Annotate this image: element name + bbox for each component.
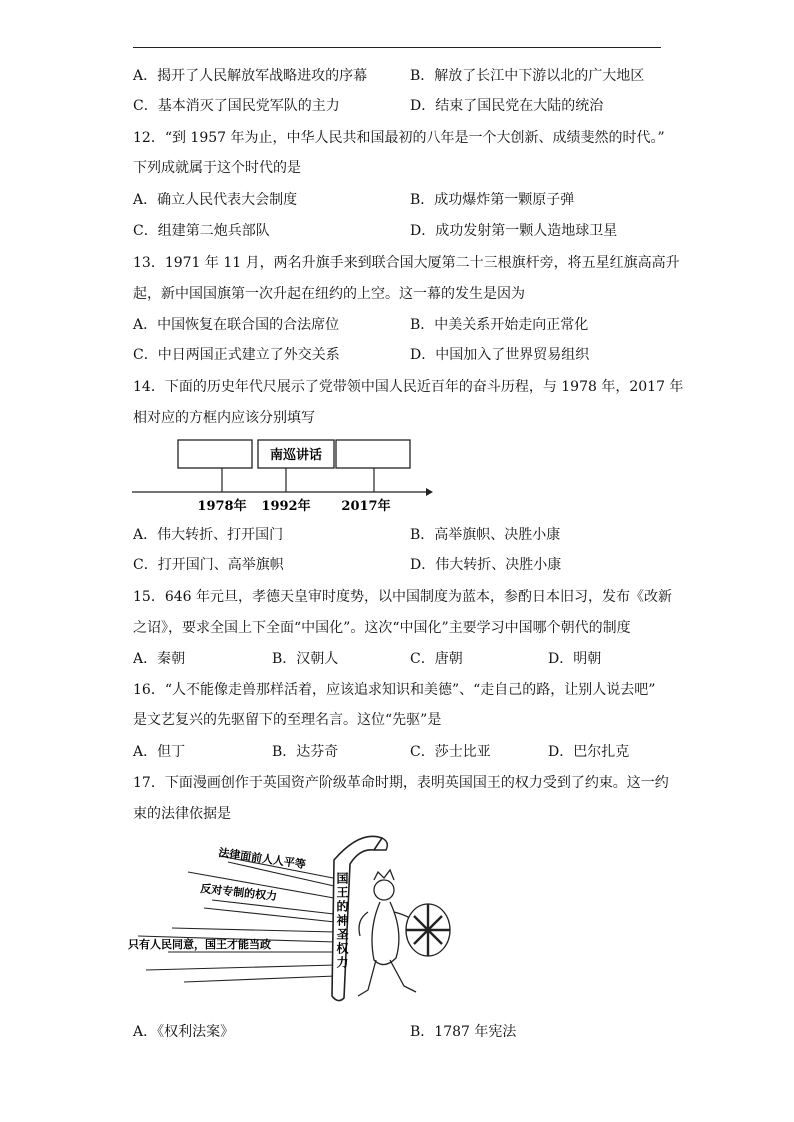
q14-option-c[interactable]: C．打开国门、高举旗帜 — [133, 557, 284, 573]
q15-option-b[interactable]: B．汉朝人 — [272, 651, 339, 667]
q15-stem-line1: 15．646 年元旦，孝德天皇审时度势，以中国制度为蓝本，参酌日本旧习，发布《改新 — [133, 589, 672, 605]
header-rule — [133, 47, 661, 48]
timeline-arrow-icon — [426, 488, 433, 496]
q13-option-d[interactable]: D．中国加入了世界贸易组织 — [410, 347, 590, 363]
q13-option-c[interactable]: C．中日两国正式建立了外交关系 — [133, 347, 340, 363]
king-figure-icon — [358, 870, 450, 996]
q17-stem-line2: 束的法律依据是 — [133, 806, 231, 822]
cartoon-label-equality: 法律面前人人平等 — [217, 846, 307, 872]
q14-option-b[interactable]: B．高举旗帜、决胜小康 — [410, 527, 561, 543]
shield-text: 国王的神圣权力 — [335, 872, 349, 970]
q12-stem-line2: 下列成就属于这个时代的是 — [133, 160, 301, 176]
q14-stem-line2: 相对应的方框内应该分别填写 — [133, 410, 315, 426]
timeline-box-1978 — [178, 440, 252, 468]
cartoon-figure — [128, 820, 460, 1010]
timeline-year-2017: 2017年 — [341, 499, 391, 514]
q14-option-d[interactable]: D．伟大转折、决胜小康 — [410, 557, 562, 573]
q15-option-d[interactable]: D．明朝 — [548, 651, 602, 667]
q11-option-c[interactable]: C．基本消灭了国民党军队的主力 — [133, 98, 340, 114]
cartoon-label-anti-despotism: 反对专制的权力 — [199, 882, 278, 904]
q16-option-b[interactable]: B．达芬奇 — [272, 744, 339, 760]
q12-stem-line1: 12．“到 1957 年为止，中华人民共和国最初的八年是一个大创新、成绩斐然的时代。” — [133, 130, 665, 146]
q12-option-c[interactable]: C．组建第二炮兵部队 — [133, 223, 270, 239]
cartoon-label-consent: 只有人民同意，国王才能当政 — [128, 938, 271, 951]
timeline-year-1992: 1992年 — [261, 499, 311, 514]
q17-option-a[interactable]: A．《权利法案》 — [133, 1024, 235, 1040]
q17-stem-line1: 17．下面漫画创作于英国资产阶级革命时期，表明英国国王的权力受到了约束。这一约 — [133, 775, 669, 791]
q13-option-a[interactable]: A．中国恢复在联合国的合法席位 — [133, 317, 340, 333]
q14-option-a[interactable]: A．伟大转折、打开国门 — [133, 527, 284, 543]
q14-stem-line1: 14．下面的历史年代尺展示了党带领中国人民近百年的奋斗历程，与 1978 年，2017 年 — [133, 379, 684, 395]
q12-option-d[interactable]: D．成功发射第一颗人造地球卫星 — [410, 223, 618, 239]
q15-option-c[interactable]: C．唐朝 — [410, 651, 463, 667]
q16-stem-line1: 16．“人不能像走兽那样活着，应该追求知识和美德”、“走自己的路，让别人说去吧” — [133, 682, 656, 698]
q12-option-a[interactable]: A．确立人民代表大会制度 — [133, 192, 298, 208]
timeline-figure — [130, 434, 435, 516]
q13-stem-line1: 13．1971 年 11 月，两名升旗手来到联合国大厦第二十三根旗杆旁，将五星红旗高高升 — [133, 255, 680, 271]
q16-option-a[interactable]: A．但丁 — [133, 744, 186, 760]
q17-option-b[interactable]: B．1787 年宪法 — [410, 1024, 517, 1040]
q15-option-a[interactable]: A．秦朝 — [133, 651, 186, 667]
q16-option-c[interactable]: C．莎士比亚 — [410, 744, 491, 760]
timeline-box-text: 南巡讲话 — [269, 448, 323, 463]
q13-option-b[interactable]: B．中美关系开始走向正常化 — [410, 317, 589, 333]
q11-option-b[interactable]: B．解放了长江中下游以北的广大地区 — [410, 68, 645, 84]
q15-stem-line2: 之诏》，要求全国上下全面“中国化”。这次“中国化”主要学习中国哪个朝代的制度 — [133, 620, 631, 636]
q16-stem-line2: 是文艺复兴的先驱留下的至理名言。这位“先驱”是 — [133, 712, 442, 728]
q16-option-d[interactable]: D．巴尔扎克 — [548, 744, 630, 760]
timeline-box-2017 — [336, 440, 410, 468]
timeline-year-1978: 1978年 — [197, 499, 247, 514]
q13-stem-line2: 起，新中国国旗第一次升起在纽约的上空。这一幕的发生是因为 — [133, 286, 525, 302]
q11-option-a[interactable]: A．揭开了人民解放军战略进攻的序幕 — [133, 68, 368, 84]
q11-option-d[interactable]: D．结束了国民党在大陆的统治 — [410, 98, 604, 114]
q12-option-b[interactable]: B．成功爆炸第一颗原子弹 — [410, 192, 575, 208]
